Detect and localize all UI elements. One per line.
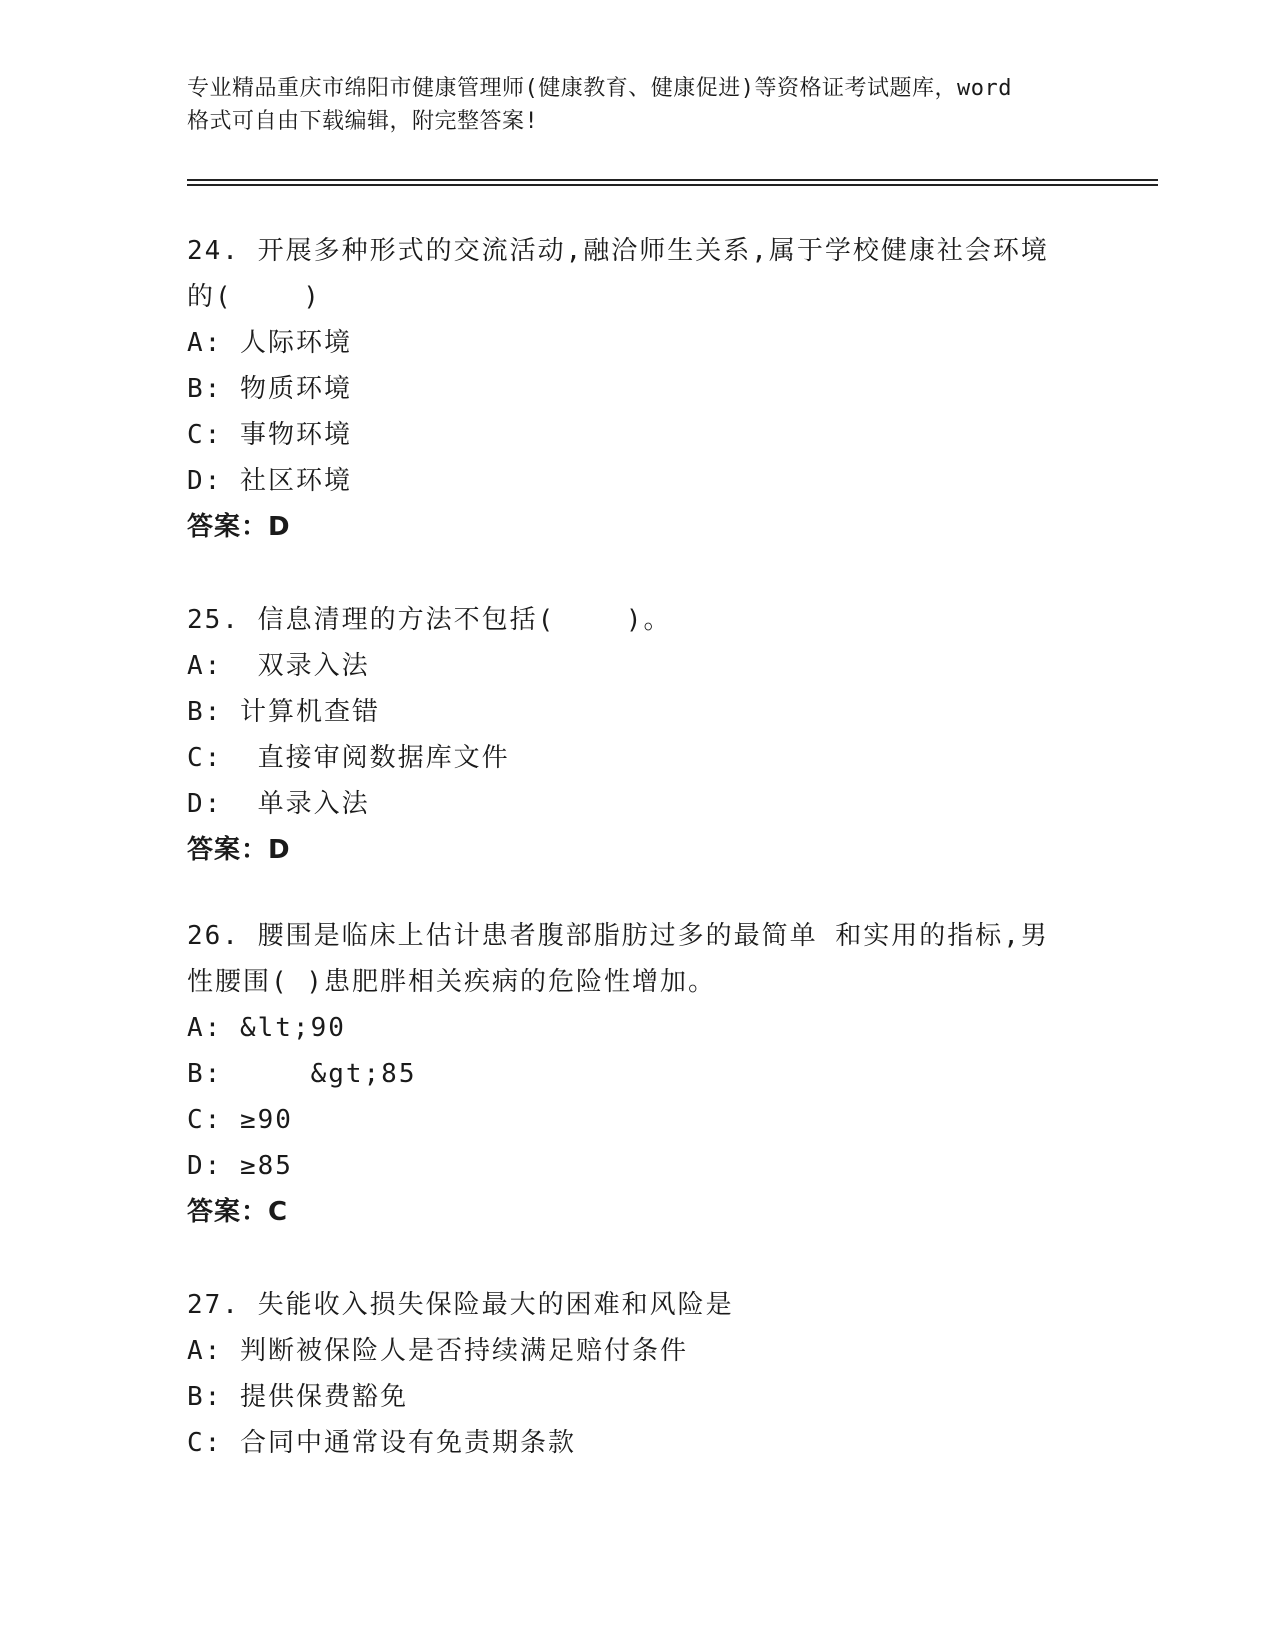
option-a: A: &lt;90 [187,1013,346,1043]
question-24 [187,228,1067,550]
question-stem-continued: 性腰围( )患肥胖相关疾病的危险性增加。 [187,967,716,997]
question-stem: 27. 失能收入损失保险最大的困难和风险是 [187,1290,734,1320]
question-stem: 24. 开展多种形式的交流活动,融洽师生关系,属于学校健康社会环境 [187,236,1049,266]
document-header [187,72,1107,138]
option-a: A: 双录入法 [187,651,370,681]
option-b: B: &gt;85 [187,1059,417,1089]
option-d: D: 社区环境 [187,466,352,496]
question-27 [187,1282,1067,1466]
option-c: C: 事物环境 [187,420,352,450]
option-b: B: 计算机查错 [187,697,380,727]
option-d: D: 单录入法 [187,789,370,819]
option-b: B: 提供保费豁免 [187,1382,408,1412]
header-divider-bottom [187,184,1158,186]
question-26 [187,913,1067,1235]
header-line-1: 专业精品重庆市绵阳市健康管理师(健康教育、健康促进)等资格证考试题库，word [187,76,1012,101]
answer: 答案：D [187,835,291,865]
option-a: A: 人际环境 [187,328,352,358]
question-25 [187,597,1067,873]
question-stem: 26. 腰围是临床上估计患者腹部脂肪过多的最简单 和实用的指标,男 [187,921,1049,951]
option-c: C: 合同中通常设有免责期条款 [187,1428,576,1458]
header-divider-top [187,179,1158,181]
option-a: A: 判断被保险人是否持续满足赔付条件 [187,1336,688,1366]
option-c: C: ≥90 [187,1105,293,1135]
answer: 答案：C [187,1197,289,1227]
question-stem: 25. 信息清理的方法不包括( )。 [187,605,672,635]
header-line-2: 格式可自由下载编辑，附完整答案! [187,109,539,134]
option-d: D: ≥85 [187,1151,293,1181]
option-b: B: 物质环境 [187,374,352,404]
option-c: C: 直接审阅数据库文件 [187,743,510,773]
question-stem-continued: 的( ) [187,282,321,312]
answer: 答案：D [187,512,291,542]
